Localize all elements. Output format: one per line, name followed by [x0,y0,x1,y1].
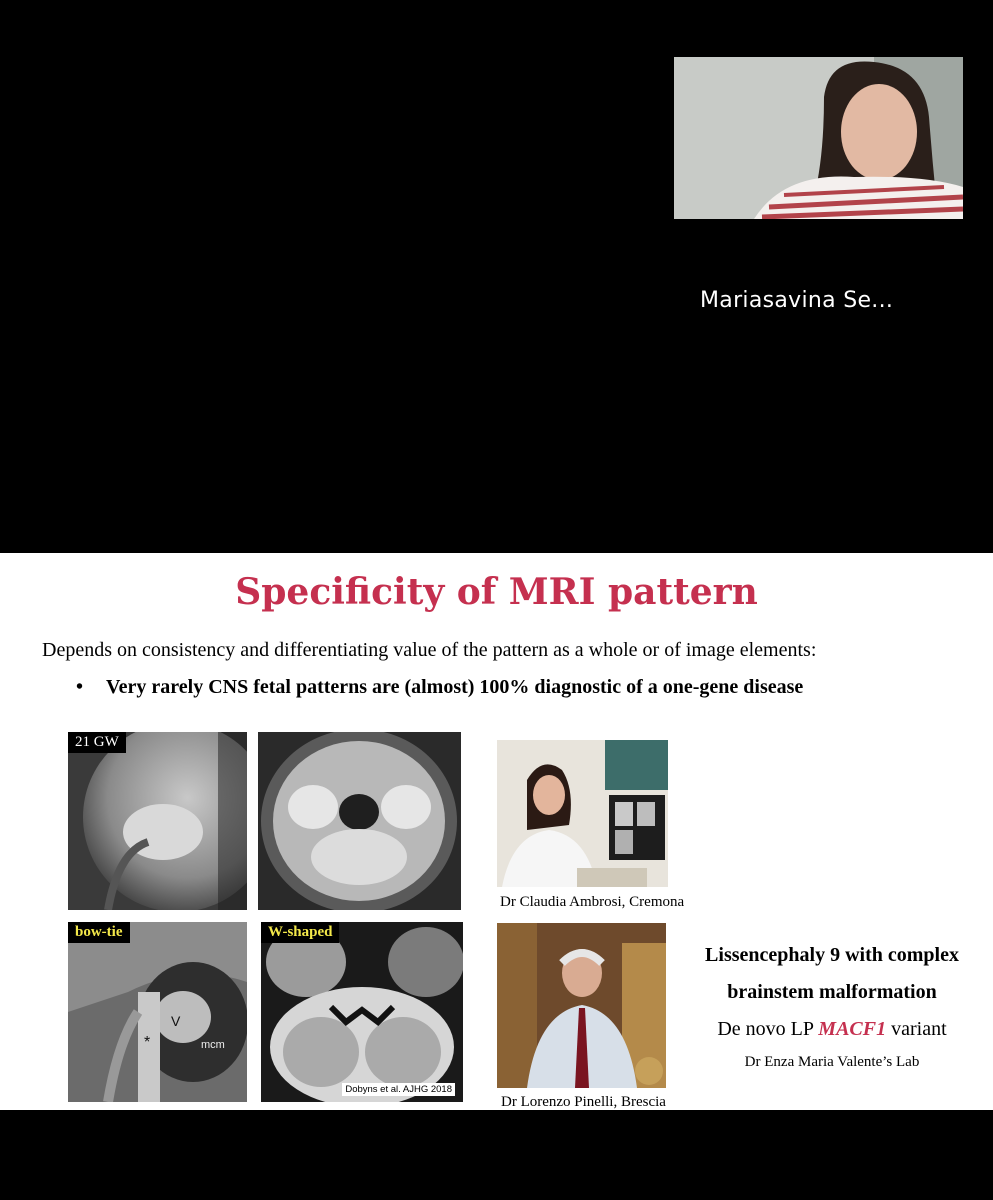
variant-prefix: De novo LP [717,1018,819,1040]
participant-name-label: Mariasavina Se... [700,288,894,313]
slide-bullet [76,676,803,699]
mri-sagittal-21gw [68,732,247,910]
tag-21gw: 21 GW [68,732,126,753]
bullet-text: Very rarely CNS fetal patterns are (almost) 100% diagnostic of a one-gene disease [106,676,804,698]
label-mcm: mcm [201,1039,225,1051]
tag-wshaped: W-shaped [261,922,339,943]
caption-ambrosi: Dr Claudia Ambrosi, Cremona [500,894,685,910]
slide-title: Specificity of MRI pattern [235,571,758,613]
variant-suffix: variant [886,1018,947,1040]
side-text-line2: brainstem malformation [727,981,937,1003]
photo-ambrosi [497,740,668,887]
bullet-marker: • [76,676,84,698]
video-area [0,0,993,553]
mri-bowtie-sagittal [68,922,247,1102]
shared-slide [0,553,993,1110]
side-text-line1: Lissencephaly 9 with complex [705,944,959,966]
label-v: V [171,1013,181,1029]
citation: Dobyns et al. AJHG 2018 [342,1083,455,1096]
slide-subtitle: Depends on consistency and differentiating value of the pattern as a whole or of image elements: [42,639,817,661]
caption-pinelli: Dr Lorenzo Pinelli, Brescia [501,1094,666,1110]
mri-wshaped-axial [261,922,463,1102]
label-asterisk: * [144,1034,151,1051]
participant-video-tile[interactable] [674,57,963,219]
photo-pinelli [497,923,666,1088]
side-text-line4: Dr Enza Maria Valente’s Lab [744,1054,920,1070]
gene-name: MACF1 [818,1018,887,1040]
bottom-black-bar [0,1110,993,1200]
participant-video-frame [674,57,963,219]
tag-bowtie: bow-tie [68,922,130,943]
side-text-block [672,937,992,1076]
side-text-line3 [672,1011,992,1048]
mri-axial-fetal [258,732,461,910]
